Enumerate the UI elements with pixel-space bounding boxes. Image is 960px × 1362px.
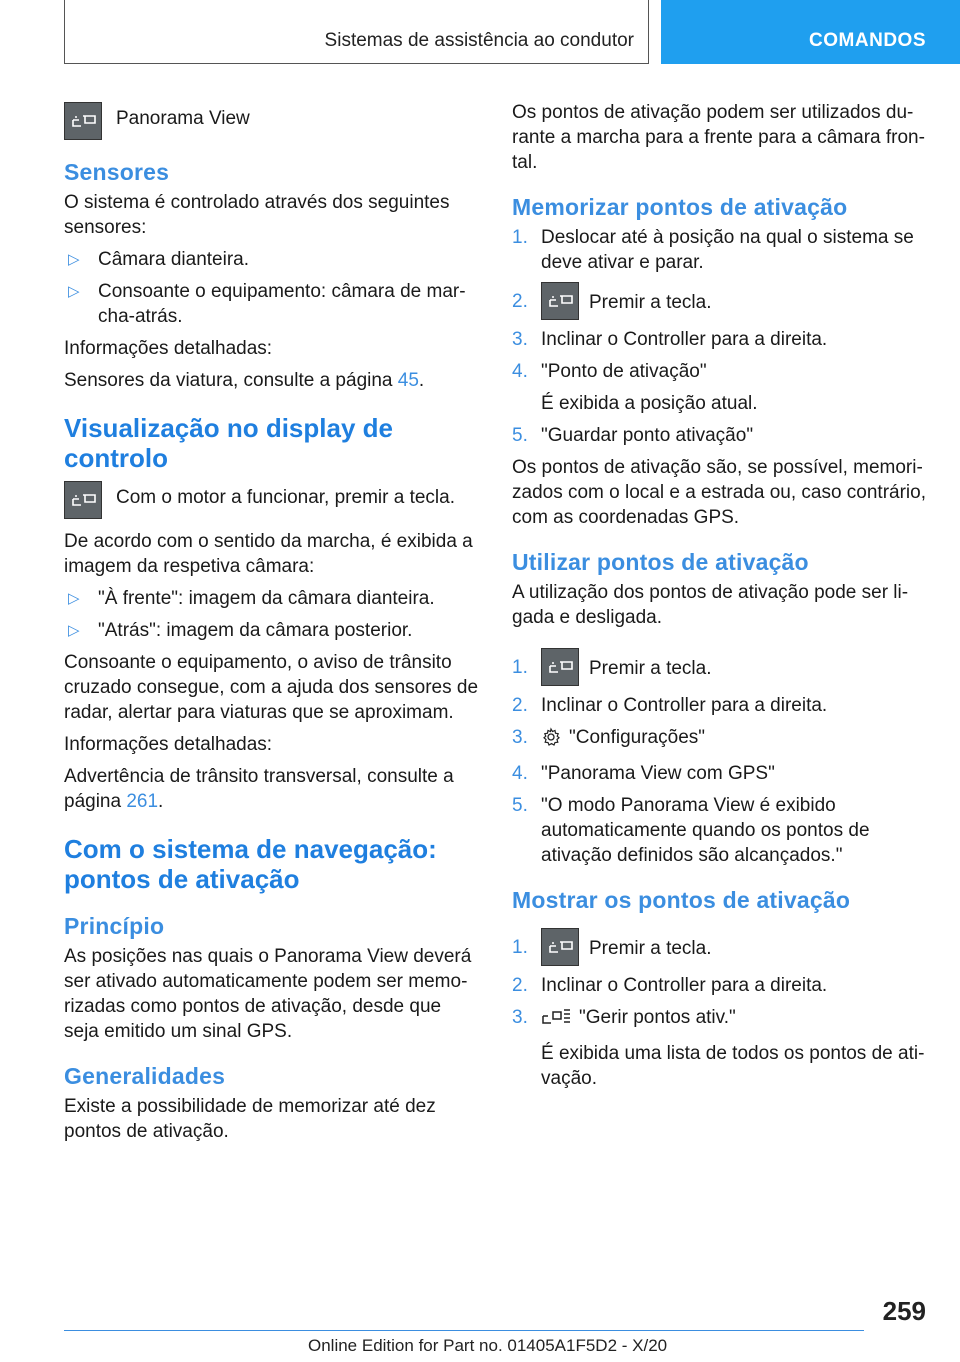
display-intro: De acordo com o sentido da marcha, é exibida a imagem da respetiva câmara: <box>64 531 473 577</box>
step-text: Inclinar o Controller para a direita. <box>541 975 828 996</box>
generalidades-text: Existe a possibilidade de memorizar até dez pontos de ativação. <box>64 1096 436 1142</box>
display-key-row <box>64 481 479 519</box>
bullet-triangle-icon: ▷ <box>68 622 80 639</box>
step-number: 4. <box>512 763 528 784</box>
list-item <box>64 618 479 643</box>
step-body <box>541 928 927 966</box>
principio-text: As posições nas quais o Panorama View deverá ser ativado automaticamente podem ser memorizadas como pontos de ativação, desde que seja emitido um sinal GPS. <box>64 946 472 1042</box>
step-body <box>541 1005 927 1091</box>
reference-end: . <box>418 370 425 391</box>
page-link-45[interactable]: 45 <box>397 370 419 391</box>
bullet-triangle-icon: ▷ <box>68 251 80 268</box>
step-number: 2. <box>512 695 528 716</box>
list-item <box>512 282 927 320</box>
step-text: "Configurações" <box>569 727 706 748</box>
step-text: "O modo Panorama View é exibido automaticamente quando os pontos de ativação definidos são alcançados." <box>541 795 870 866</box>
right-column <box>512 100 927 1098</box>
step-number: 2. <box>512 290 528 312</box>
step-subtext: É exibida a posição atual. <box>541 393 758 414</box>
list-item <box>512 1005 927 1091</box>
sensores-heading: Sensores <box>64 159 170 185</box>
list-item <box>512 423 927 448</box>
panorama-view-key-icon <box>541 928 579 966</box>
header-chapter-title: COMANDOS <box>809 30 926 51</box>
step-text: Premir a tecla. <box>589 658 712 679</box>
right-intro: Os pontos de ativação podem ser utilizados durante a marcha para a frente para a câmara frontal. <box>512 102 925 173</box>
display-paragraph: Consoante o equipamento, o aviso de trânsito cruzado consegue, com a ajuda dos sensores de radar, alertar para viaturas que se aproximam. <box>64 652 479 723</box>
display-key-text: Com o motor a funcionar, premir a tecla. <box>116 487 455 508</box>
step-number: 4. <box>512 361 528 382</box>
sensores-info-label: Informações detalhadas: <box>64 338 273 359</box>
step-body <box>541 359 927 416</box>
panorama-view-key-icon <box>541 282 579 320</box>
panorama-key-row <box>64 102 479 140</box>
list-item <box>512 973 927 998</box>
step-number: 3. <box>512 727 528 748</box>
list-item <box>512 359 927 416</box>
bullet-text: Câmara dianteira. <box>98 249 250 270</box>
step-text: Deslocar até à posição na qual o sistema se deve ativar e parar. <box>541 227 914 273</box>
step-number: 5. <box>512 795 528 816</box>
step-text: "Guardar ponto ativação" <box>541 425 754 446</box>
list-item <box>512 725 927 754</box>
display-info-label: Informações detalhadas: <box>64 734 273 755</box>
reference-end: . <box>158 791 164 812</box>
step-body <box>541 648 927 686</box>
bullet-text: "À frente": imagem da câmara dianteira. <box>98 588 435 609</box>
footer-edition: Online Edition for Part no. 01405A1F5D2 - X/20 <box>308 1336 668 1355</box>
header-chapter-tab <box>661 0 960 64</box>
step-number: 1. <box>512 656 528 678</box>
memorizar-heading: Memorizar pontos de ativação <box>512 194 848 220</box>
sensores-intro: O sistema é controlado através dos seguintes sensores: <box>64 192 450 238</box>
step-body <box>541 282 927 320</box>
list-item <box>64 247 479 272</box>
manage-points-icon <box>541 1007 571 1034</box>
display-heading: Visualização no display de controlo <box>64 413 393 473</box>
list-item <box>64 586 479 611</box>
list-item <box>512 761 927 786</box>
step-number: 3. <box>512 1007 528 1028</box>
list-item <box>64 279 479 329</box>
list-item <box>512 648 927 686</box>
nav-heading: Com o sistema de navegação: pontos de ativação <box>64 834 437 894</box>
generalidades-heading: Generalidades <box>64 1063 226 1089</box>
memorizar-outro: Os pontos de ativação são, se possível, memorizados com o local e a estrada ou, caso contrário, com as coordenadas GPS. <box>512 457 927 528</box>
step-text: Inclinar o Controller para a direita. <box>541 329 828 350</box>
reference-text: Sensores da viatura, consulte a página <box>64 370 398 391</box>
panorama-view-key-icon <box>64 102 102 140</box>
step-text: "Gerir pontos ativ." <box>579 1007 736 1028</box>
bullet-triangle-icon: ▷ <box>68 590 80 607</box>
sensores-reference <box>64 368 479 393</box>
left-column <box>64 100 479 1151</box>
list-item <box>512 225 927 275</box>
panorama-view-key-icon <box>541 648 579 686</box>
step-body <box>541 725 927 754</box>
reference-text: Advertência de trânsito transversal, consulte a página <box>64 766 454 812</box>
list-item <box>512 928 927 966</box>
utilizar-intro: A utilização dos pontos de ativação pode ser ligada e desligada. <box>512 582 909 628</box>
step-text: Premir a tecla. <box>589 938 712 959</box>
mostrar-heading: Mostrar os pontos de ativação <box>512 887 851 913</box>
panorama-view-key-icon <box>64 481 102 519</box>
list-item <box>512 327 927 352</box>
page-number: 259 <box>882 1296 926 1326</box>
list-item <box>512 793 927 868</box>
footer-divider <box>64 1330 864 1331</box>
principio-heading: Princípio <box>64 913 165 939</box>
step-number: 1. <box>512 227 528 248</box>
step-number: 1. <box>512 936 528 958</box>
step-number: 5. <box>512 425 528 446</box>
step-text: "Panorama View com GPS" <box>541 763 775 784</box>
header-section-box <box>64 0 649 64</box>
step-text: "Ponto de ativação" <box>541 361 707 382</box>
panorama-key-label: Panorama View <box>116 108 250 129</box>
step-text: Premir a tecla. <box>589 292 712 313</box>
step-number: 3. <box>512 329 528 350</box>
settings-gear-icon <box>541 727 561 754</box>
bullet-text: Consoante o equipamento: câmara de marcha-atrás. <box>98 281 466 327</box>
step-number: 2. <box>512 975 528 996</box>
header-section-title: Sistemas de assistência ao condutor <box>324 30 634 51</box>
display-reference <box>64 764 479 814</box>
bullet-text: "Atrás": imagem da câmara posterior. <box>98 620 413 641</box>
step-subtext: É exibida uma lista de todos os pontos de ativação. <box>541 1043 925 1089</box>
utilizar-heading: Utilizar pontos de ativação <box>512 549 809 575</box>
list-item <box>512 693 927 718</box>
bullet-triangle-icon: ▷ <box>68 283 80 300</box>
page-link-261[interactable]: 261 <box>126 791 159 812</box>
step-text: Inclinar o Controller para a direita. <box>541 695 828 716</box>
